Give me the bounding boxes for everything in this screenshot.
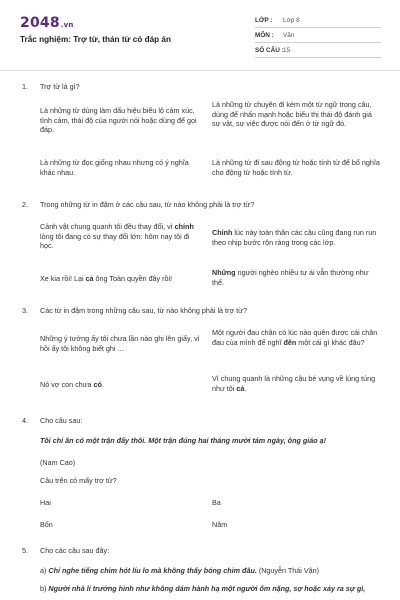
answer-option-d[interactable]: Là những từ đi sau động từ hoặc tính từ để bổ nghĩa cho động từ hoặc tính từ.: [212, 158, 380, 177]
sentence-text: Người nhà lí trưởng hình như không dám hành hạ một người ốm nặng, sợ hoặc xảy ra sự gì,: [48, 584, 366, 593]
answer-option-a[interactable]: Hai: [40, 498, 51, 507]
sentence-label: b): [40, 584, 49, 593]
answer-option-a[interactable]: Là những từ dùng làm dấu hiệu biểu lộ cảm xúc, tình cảm, thái độ của người nói hoặc dùng để gọi đáp.: [40, 106, 197, 135]
logo-suffix: .vn: [60, 21, 74, 29]
question-number: 5.: [22, 546, 28, 555]
option-text: .: [244, 383, 247, 393]
question-number: 1.: [22, 82, 28, 91]
answer-option-b[interactable]: [212, 328, 382, 347]
option-text: Một người đau chân có lúc nào quên được cái chân đau của mình để nghĩ: [212, 328, 378, 347]
answer-option-a[interactable]: [40, 334, 200, 353]
question-text: Trong những từ in đậm ở các câu sau, từ nào không phải là trợ từ?: [40, 200, 255, 209]
site-logo[interactable]: [20, 14, 74, 33]
option-text: một cái gì khác đâu?: [296, 337, 365, 347]
option-highlight: cả: [236, 383, 245, 393]
sentence-text: Chỉ nghe tiếng chim hót líu lo mà không thấy bóng chim đâu.: [48, 566, 257, 575]
option-highlight: cả: [85, 274, 94, 283]
question-text: Trợ từ là gì?: [40, 82, 80, 91]
option-text: Xe kia rồi! Lại: [40, 274, 86, 283]
option-text: .: [101, 380, 104, 389]
header-divider: [0, 70, 400, 71]
logo-text: 2048: [20, 15, 60, 31]
question-number: 3.: [22, 306, 28, 315]
question-number: 2.: [22, 200, 28, 209]
question-text: Cho câu sau:: [40, 416, 83, 425]
meta-row-class: [255, 14, 381, 28]
quote-source: (Nam Cao): [40, 458, 76, 467]
answer-option-b[interactable]: [212, 228, 382, 247]
answer-option-d[interactable]: [212, 374, 382, 393]
meta-label: SỐ CÂU :: [255, 47, 284, 54]
meta-row-count: [255, 44, 381, 58]
answer-option-b[interactable]: Là những từ chuyên đi kèm một từ ngữ trong câu, dùng để nhấn mạnh hoặc biểu thị thái độ đánh giá sự vật, sự việc được nói đến ở từ ngữ đó.: [212, 100, 372, 129]
meta-value: Lớp 8: [283, 17, 300, 24]
option-text: Nó vợ con chưa: [40, 380, 94, 389]
meta-value: Văn: [283, 32, 295, 39]
answer-option-d[interactable]: Năm: [212, 520, 228, 529]
option-text: người nghèo nhiều tự ái vẫn thường như thế.: [212, 268, 369, 287]
meta-label: LỚP :: [255, 17, 273, 24]
answer-option-c[interactable]: Là những từ đọc giống nhau nhưng có ý nghĩa khác nhau.: [40, 158, 189, 177]
sentence-source: (Nguyễn Thái Vận): [256, 566, 320, 575]
option-text: ông Toàn quyền đây rồi!: [93, 274, 173, 283]
option-text: lòng tôi đang có sự thay đổi lớn: hôm nay tôi đi học.: [40, 231, 190, 251]
answer-option-b[interactable]: Ba: [212, 498, 221, 507]
option-highlight: Những: [212, 268, 236, 277]
question-number: 4.: [22, 416, 28, 425]
sentence-label: a): [40, 566, 49, 575]
question-text: Cho các câu sau đây:: [40, 546, 110, 555]
option-highlight: có: [93, 380, 102, 389]
meta-row-subject: [255, 29, 381, 43]
answer-option-d[interactable]: [212, 268, 382, 287]
option-text: Vì chung quanh là những cậu bé vụng về lúng túng như tôi: [212, 374, 376, 393]
sentence-a: [40, 566, 385, 576]
option-highlight: đến: [283, 337, 297, 347]
meta-value: 15: [283, 47, 291, 54]
meta-label: MÔN :: [255, 32, 274, 39]
page-header: [0, 0, 400, 62]
answer-option-a[interactable]: [40, 222, 200, 251]
quoted-passage: Tôi chỉ ăn có một trận đấy thôi. Một trận đúng hai tháng mười tám ngày, ông giáo ạ!: [40, 436, 327, 445]
question-text: Các từ in đậm trong những câu sau, từ nào không phải là trợ từ?: [40, 306, 247, 315]
option-highlight: Chính: [212, 228, 233, 237]
answer-option-c[interactable]: [40, 380, 200, 390]
answer-option-c[interactable]: [40, 274, 200, 284]
question-prompt: Câu trên có mấy trợ từ?: [40, 476, 117, 485]
answer-option-c[interactable]: Bốn: [40, 520, 53, 529]
page-title: Trắc nghiệm: Trợ từ, thán từ có đáp án: [20, 35, 171, 44]
option-highlight: chính: [174, 222, 194, 231]
sentence-b: [40, 584, 385, 594]
option-text: Cảnh vật chung quanh tôi đều thay đổi, vì: [40, 222, 175, 231]
option-text: lúc này toàn thân các cậu cũng đang run run theo nhịp bước rộn ràng trong các lớp.: [212, 228, 377, 247]
option-text: Những ý tưởng ấy tôi chưa lần nào ghi lên giấy, vì hồi ấy tôi không biết ghi ...: [40, 334, 200, 353]
